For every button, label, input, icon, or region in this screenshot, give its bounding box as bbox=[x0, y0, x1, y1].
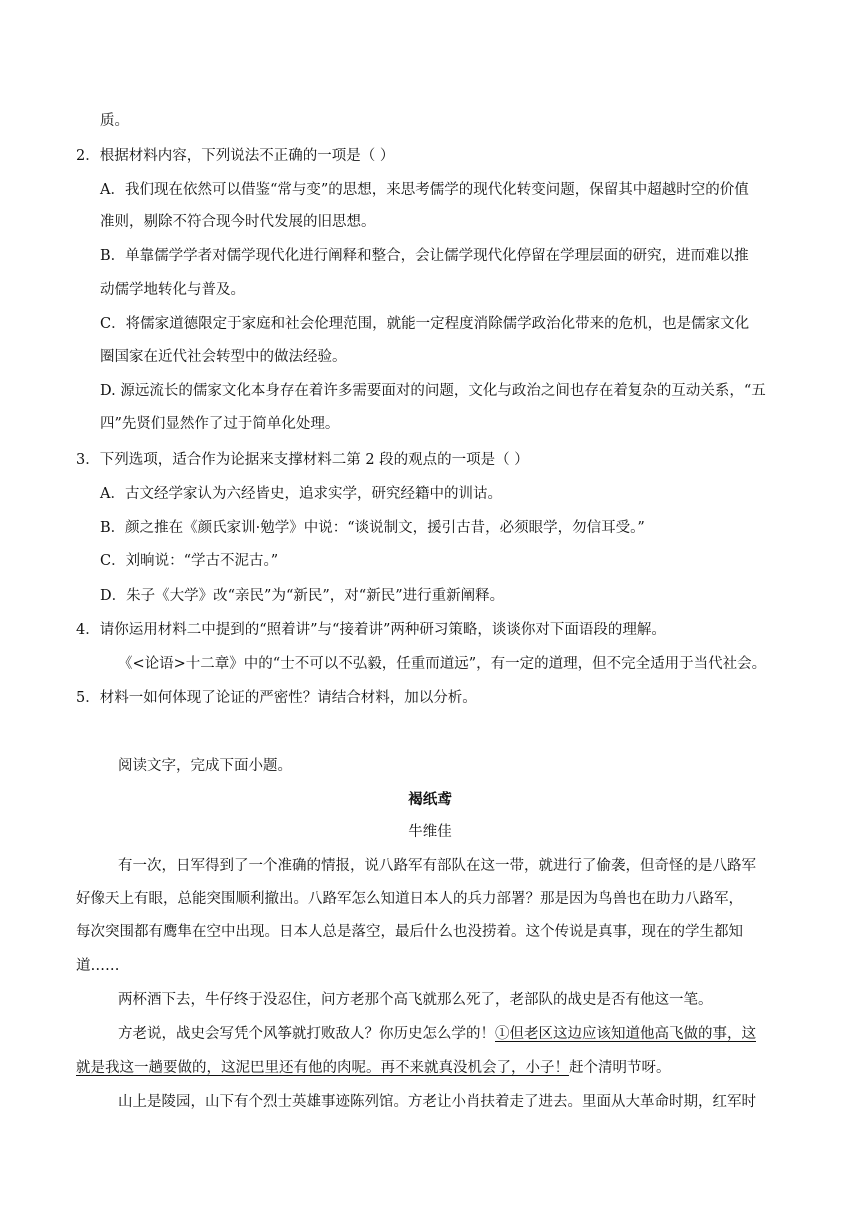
question-3-option-a: A．古文经学家认为六经皆史，追求实学，研究经籍中的训诂。 bbox=[100, 486, 502, 502]
passage-paragraph-3-tail: 赶个清明节呀。 bbox=[569, 1060, 671, 1076]
passage-title: 褐纸鸢 bbox=[408, 791, 452, 808]
question-3-option-d: D．朱子《大学》改“亲民”为“新民”，对“新民”进行重新阐释。 bbox=[100, 588, 505, 604]
question-3-stem: 3．下列选项，适合作为论据来支撑材料二第 2 段的观点的一项是（ ） bbox=[76, 452, 529, 468]
passage-author: 牛维佳 bbox=[408, 824, 452, 840]
question-2-option-d-line-1: D. 源远流长的儒家文化本身存在着许多需要面对的问题，文化与政治之间也存在着复杂的互动关系，“五 bbox=[100, 383, 766, 399]
passage-paragraph-3-line-1 bbox=[118, 1024, 756, 1044]
reading-intro: 阅读文字，完成下面小题。 bbox=[118, 758, 292, 774]
underlined-sentence-1-part-1: ①但老区这边应该知道他高飞做的事，这 bbox=[495, 1026, 756, 1042]
question-1-tail: 质。 bbox=[100, 113, 129, 129]
question-4-stem: 4．请你运用材料二中提到的“照着讲”与“接着讲”两种研习策略，谈谈你对下面语段的理解。 bbox=[76, 622, 666, 638]
passage-paragraph-1-line-2: 好像天上有眼，总能突围顺利撤出。八路军怎么知道日本人的兵力部署？那是因为鸟兽也在助力八路军， bbox=[76, 891, 743, 907]
question-5-stem: 5．材料一如何体现了论证的严密性？请结合材料，加以分析。 bbox=[76, 690, 477, 706]
question-2-option-d-line-2: 四”先贤们显然作了过于简单化处理。 bbox=[100, 416, 340, 432]
passage-paragraph-1-line-1: 有一次，日军得到了一个准确的情报，说八路军有部队在这一带，就进行了偷袭，但奇怪的是八路军 bbox=[118, 858, 756, 874]
question-2-option-a-line-1: A．我们现在依然可以借鉴“常与变”的思想，来思考儒学的现代化转变问题，保留其中超越时空的价值 bbox=[100, 182, 749, 198]
question-4-quote: 《<论语>十二章》中的“士不可以不弘毅，任重而道远”，有一定的道理，但不完全适用于当代社会。 bbox=[118, 656, 767, 672]
question-2-option-c-line-2: 圈国家在近代社会转型中的做法经验。 bbox=[100, 349, 347, 365]
question-2-option-b-line-2: 动儒学地转化与普及。 bbox=[100, 282, 245, 298]
passage-paragraph-3-line-2 bbox=[76, 1058, 671, 1078]
question-2-option-c-line-1: C．将儒家道德限定于家庭和社会伦理范围，就能一定程度消除儒学政治化带来的危机，也是儒家文化 bbox=[100, 316, 750, 332]
passage-paragraph-2: 两杯酒下去，牛仔终于没忍住，问方老那个高飞就那么死了，老部队的战史是否有他这一笔。 bbox=[118, 992, 713, 1008]
underlined-sentence-1-part-2: 就是我这一趟要做的，这泥巴里还有他的肉呢。再不来就真没机会了，小子！ bbox=[76, 1060, 569, 1076]
passage-paragraph-4-line-1: 山上是陵园，山下有个烈士英雄事迹陈列馆。方老让小肖扶着走了进去。里面从大革命时期，红军时 bbox=[118, 1094, 756, 1110]
passage-paragraph-3-plain-text: 方老说，战史会写凭个风筝就打败敌人？你历史怎么学的！ bbox=[118, 1026, 495, 1042]
question-2-option-b-line-1: B．单靠儒学学者对儒学现代化进行阐释和整合，会让儒学现代化停留在学理层面的研究，进而难以推 bbox=[100, 248, 749, 264]
question-3-option-c: C．刘晌说：“学古不泥古。” bbox=[100, 553, 279, 569]
question-2-option-a-line-2: 准则，剔除不符合现今时代发展的旧思想。 bbox=[100, 214, 376, 230]
question-3-option-b: B．颜之推在《颜氏家训·勉学》中说：“谈说制文，援引古昔，必须眼学，勿信耳受。” bbox=[100, 520, 645, 536]
passage-paragraph-1-line-4: 道…… bbox=[76, 958, 120, 974]
question-2-stem: 2．根据材料内容，下列说法不正确的一项是（ ） bbox=[76, 148, 395, 164]
passage-paragraph-1-line-3: 每次突围都有鹰隼在空中出现。日本人总是落空，最后什么也没捞着。这个传说是真事，现在的学生都知 bbox=[76, 924, 743, 940]
